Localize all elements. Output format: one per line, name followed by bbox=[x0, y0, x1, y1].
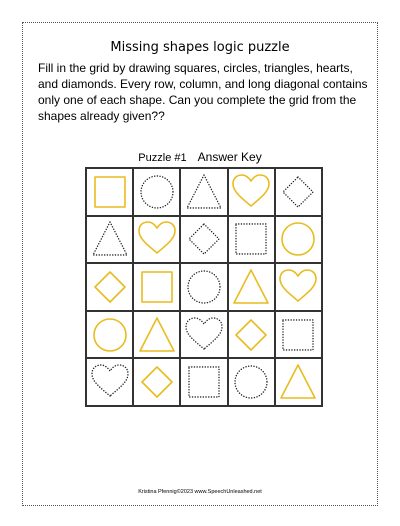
diamond-outline bbox=[142, 367, 172, 397]
grid-cell-r5-c1 bbox=[86, 358, 133, 406]
square-outline bbox=[236, 224, 266, 254]
heart-icon bbox=[278, 267, 318, 307]
square-icon bbox=[90, 172, 130, 212]
triangle-icon bbox=[90, 219, 130, 259]
heart-outline bbox=[186, 318, 222, 349]
grid-cell-r4-c1 bbox=[86, 311, 133, 359]
puzzle-number: Puzzle #1 bbox=[138, 152, 187, 164]
circle-icon bbox=[137, 172, 177, 212]
triangle-icon bbox=[278, 362, 318, 402]
diamond-icon bbox=[184, 219, 224, 259]
circle-outline bbox=[235, 366, 267, 398]
circle-outline bbox=[188, 271, 220, 303]
diamond-outline bbox=[95, 272, 125, 302]
triangle-icon bbox=[184, 172, 224, 212]
circle-outline bbox=[141, 176, 173, 208]
diamond-icon bbox=[137, 362, 177, 402]
square-outline bbox=[95, 177, 125, 207]
grid-cell-r1-c1 bbox=[86, 168, 133, 216]
grid-cell-r2-c4 bbox=[228, 216, 275, 264]
grid-cell-r3-c3 bbox=[180, 263, 227, 311]
triangle-outline bbox=[93, 222, 127, 255]
grid-cell-r2-c1 bbox=[86, 216, 133, 264]
grid-cell-r1-c4 bbox=[228, 168, 275, 216]
diamond-icon bbox=[231, 315, 271, 355]
diamond-outline bbox=[283, 177, 313, 207]
grid-cell-r1-c3 bbox=[180, 168, 227, 216]
heart-outline bbox=[139, 222, 175, 253]
grid-cell-r1-c2 bbox=[133, 168, 180, 216]
heart-icon bbox=[231, 172, 271, 212]
page-title: Missing shapes logic puzzle bbox=[110, 40, 290, 55]
puzzle-subtitle: Answer Key bbox=[197, 150, 262, 164]
grid-cell-r3-c5 bbox=[275, 263, 322, 311]
grid-cell-r5-c3 bbox=[180, 358, 227, 406]
diamond-icon bbox=[90, 267, 130, 307]
diamond-icon bbox=[278, 172, 318, 212]
grid-cell-r5-c2 bbox=[133, 358, 180, 406]
grid-cell-r4-c4 bbox=[228, 311, 275, 359]
grid-cell-r4-c5 bbox=[275, 311, 322, 359]
circle-outline bbox=[94, 319, 126, 351]
grid-cell-r5-c4 bbox=[228, 358, 275, 406]
instructions-text: Fill in the grid by drawing squares, circles, triangles, hearts, and diamonds. Every row, column, and long diagonal contains only one of each shape. Can you complete the grid from the shapes already given?? bbox=[38, 61, 368, 123]
heart-icon bbox=[90, 362, 130, 402]
diamond-outline bbox=[236, 320, 266, 350]
circle-outline bbox=[282, 223, 314, 255]
triangle-outline bbox=[281, 365, 315, 398]
square-outline bbox=[142, 272, 172, 302]
circle-icon bbox=[184, 267, 224, 307]
square-icon bbox=[278, 315, 318, 355]
grid-cell-r2-c3 bbox=[180, 216, 227, 264]
heart-outline bbox=[92, 365, 128, 396]
circle-icon bbox=[278, 219, 318, 259]
heart-outline bbox=[233, 175, 269, 206]
grid-cell-r3-c2 bbox=[133, 263, 180, 311]
puzzle-label bbox=[0, 150, 400, 165]
heart-icon bbox=[184, 315, 224, 355]
grid-cell-r3-c4 bbox=[228, 263, 275, 311]
triangle-outline bbox=[187, 175, 221, 208]
triangle-outline bbox=[140, 318, 174, 351]
grid-cell-r4-c2 bbox=[133, 311, 180, 359]
puzzle-grid bbox=[85, 167, 323, 407]
diamond-outline bbox=[189, 224, 219, 254]
square-outline bbox=[283, 320, 313, 350]
grid-cell-r4-c3 bbox=[180, 311, 227, 359]
grid-cell-r3-c1 bbox=[86, 263, 133, 311]
circle-icon bbox=[90, 315, 130, 355]
circle-icon bbox=[231, 362, 271, 402]
grid-cell-r1-c5 bbox=[275, 168, 322, 216]
square-outline bbox=[189, 367, 219, 397]
square-icon bbox=[231, 219, 271, 259]
grid-cell-r2-c5 bbox=[275, 216, 322, 264]
triangle-icon bbox=[231, 267, 271, 307]
square-icon bbox=[137, 267, 177, 307]
triangle-icon bbox=[137, 315, 177, 355]
heart-outline bbox=[280, 270, 316, 301]
grid-cell-r2-c2 bbox=[133, 216, 180, 264]
heart-icon bbox=[137, 219, 177, 259]
square-icon bbox=[184, 362, 224, 402]
grid-cell-r5-c5 bbox=[275, 358, 322, 406]
footer-credit: Kristina Pfennig©2023 www.SpeechUnleashed.net bbox=[138, 489, 262, 495]
triangle-outline bbox=[234, 270, 268, 303]
